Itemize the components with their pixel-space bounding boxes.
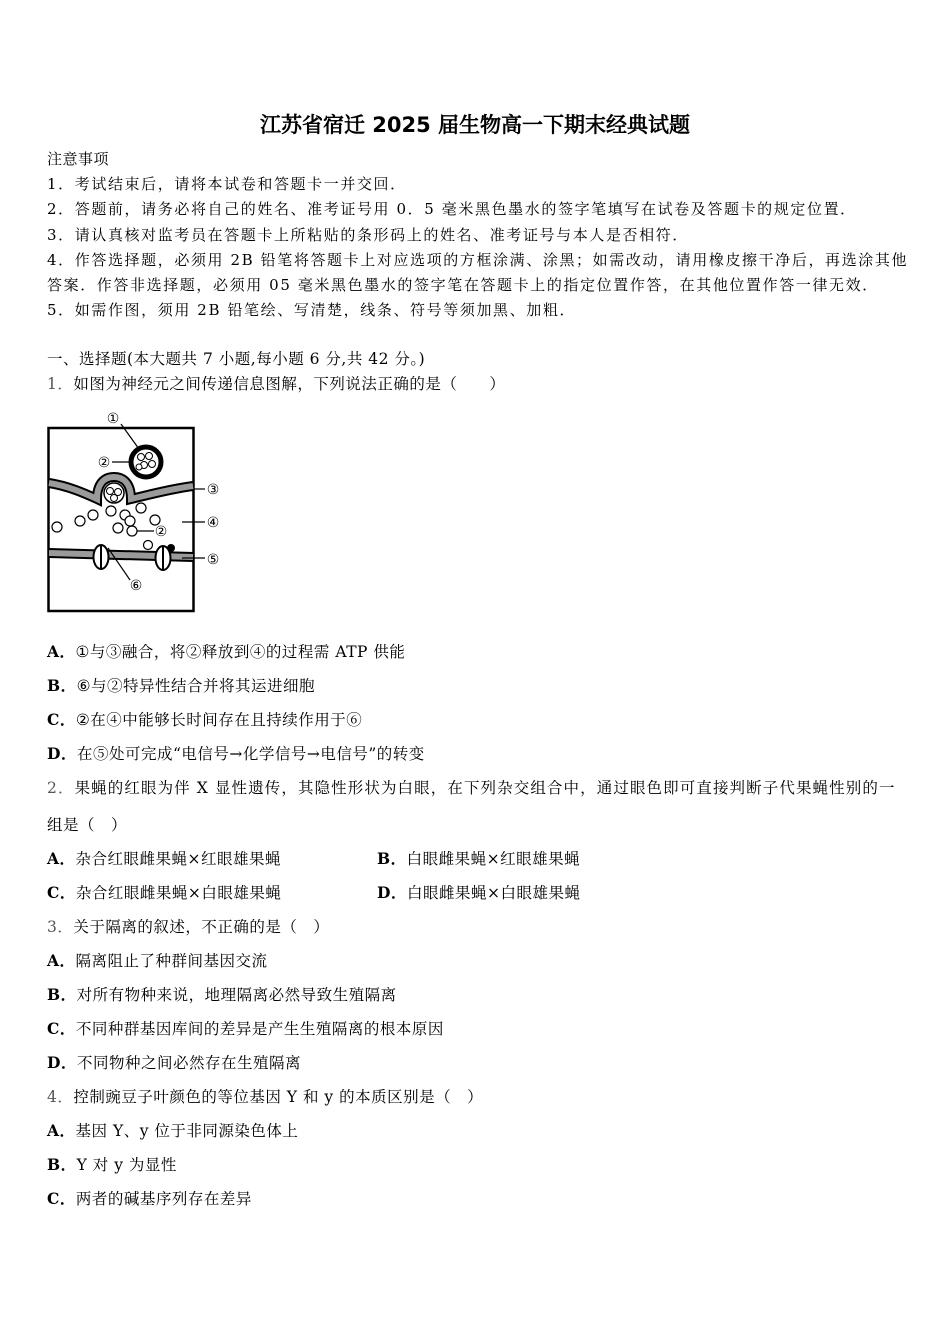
option-letter: B．	[47, 1155, 77, 1174]
question-number: 1．	[47, 375, 74, 393]
fused-vesicle	[104, 483, 124, 503]
transmitter-dot	[125, 516, 135, 526]
option-letter: C．	[47, 1189, 76, 1208]
option-text: ⑥与②特异性结合并将其运进细胞	[76, 677, 316, 695]
section-heading: 一、选择题(本大题共 7 小题,每小题 6 分,共 42 分。)	[47, 350, 426, 368]
section-choice	[47, 347, 505, 397]
option-letter: D．	[47, 1053, 77, 1072]
option-text: 白眼雌果蝇×白眼雄果蝇	[406, 884, 581, 902]
option-row	[47, 876, 896, 910]
option-3d	[47, 1046, 896, 1080]
option-1d	[47, 737, 896, 771]
notice-heading: 注意事项	[47, 150, 110, 168]
question-number: 3．	[47, 918, 74, 936]
questions-block	[47, 635, 896, 1216]
option-letter: B．	[47, 676, 77, 695]
option-row	[47, 842, 896, 876]
synapse-diagram	[40, 405, 235, 620]
option-letter: C．	[47, 1019, 76, 1038]
option-letter: D．	[47, 744, 77, 763]
option-text: ①与③融合，将②释放到④的过程需 ATP 供能	[75, 643, 406, 661]
transmitter-dot	[52, 522, 62, 532]
transmitter-dot	[146, 453, 153, 460]
transmitter-dot	[113, 523, 123, 533]
question-stem-text: 关于隔离的叙述，不正确的是（ ）	[73, 918, 330, 936]
notice-section	[47, 147, 908, 323]
label-2-top: ②	[97, 455, 111, 471]
transmitter-dot	[75, 516, 85, 526]
option-4a	[47, 1114, 896, 1148]
option-letter: B．	[47, 985, 77, 1004]
transmitter-dot	[111, 495, 118, 502]
option-1b	[47, 669, 896, 703]
notice-line: 4．作答选择题，必须用 2B 铅笔将答题卡上对应选项的方框涂满、涂黑；如需改动，请用橡皮擦干净后，再选涂其他	[47, 250, 909, 269]
question-number: 2．	[47, 779, 75, 797]
option-text: 隔离阻止了种群间基因交流	[75, 952, 268, 970]
option-4c	[47, 1182, 896, 1216]
option-text: 白眼雌果蝇×红眼雄果蝇	[406, 850, 581, 868]
option-text: 基因 Y、y 位于非同源染色体上	[75, 1122, 299, 1140]
option-text: 不同物种之间必然存在生殖隔离	[76, 1054, 301, 1072]
option-2c	[47, 876, 377, 910]
label-3: ③	[206, 482, 220, 498]
option-text: 不同种群基因库间的差异是产生生殖隔离的根本原因	[75, 1020, 444, 1038]
transmitter-dot	[107, 488, 114, 495]
option-text: Y 对 y 为显性	[76, 1156, 177, 1174]
option-text: 杂合红眼雌果蝇×红眼雄果蝇	[75, 850, 282, 868]
option-text: 杂合红眼雌果蝇×白眼雄果蝇	[75, 884, 282, 902]
diagram-frame	[49, 428, 194, 611]
transmitter-dot	[149, 461, 156, 468]
option-3b	[47, 978, 896, 1012]
option-text: 在⑤处可完成“电信号→化学信号→电信号”的转变	[76, 745, 425, 763]
option-2b	[377, 842, 707, 876]
option-letter: A．	[47, 849, 76, 868]
option-text: 对所有物种来说，地理隔离必然导致生殖隔离	[76, 986, 397, 1004]
option-1c	[47, 703, 896, 737]
option-4b	[47, 1148, 896, 1182]
option-letter: D．	[377, 883, 407, 902]
option-3c	[47, 1012, 896, 1046]
label-1: ①	[106, 411, 120, 427]
option-text: ②在④中能够长时间存在且持续作用于⑥	[75, 711, 363, 729]
option-letter: C．	[47, 710, 76, 729]
notice-line: 1．考试结束后，请将本试卷和答题卡一并交回．	[47, 175, 407, 194]
transmitter-dot	[144, 541, 153, 550]
question-2-stem	[47, 771, 896, 805]
label-6: ⑥	[129, 578, 143, 594]
transmitter-dot	[127, 526, 137, 536]
page-title: 江苏省宿迁 2025 届生物高一下期末经典试题	[259, 113, 691, 137]
transmitter-dot	[138, 454, 145, 461]
notice-line: 答案．作答非选择题，必须用 05 毫米黑色墨水的签字笔在答题卡上的指定位置作答，在其他位置作答一律无效．	[47, 276, 879, 295]
label-4: ④	[206, 515, 220, 531]
receptor-right	[156, 546, 171, 570]
option-2d	[377, 876, 707, 910]
option-letter: A．	[47, 1121, 76, 1140]
option-letter: A．	[47, 951, 76, 970]
question-stem-text: 果蝇的红眼为伴 X 显性遗传，其隐性形状为白眼，在下列杂交组合中，通过眼色即可直接判断子代果蝇性别的一	[74, 779, 896, 797]
transmitter-dot	[136, 503, 146, 513]
notice-line: 5．如需作图，须用 2B 铅笔绘、写清楚，线条、符号等须加黑、加粗．	[47, 301, 577, 320]
synaptic-vesicle	[131, 447, 161, 477]
option-1a	[47, 635, 896, 669]
question-stem-text: 如图为神经元之间传递信息图解，下列说法正确的是（ ）	[73, 375, 506, 393]
question-number: 4．	[47, 1088, 74, 1106]
option-letter: A．	[47, 642, 76, 661]
question-2-stem-continued: 组是（ ）	[47, 816, 128, 834]
option-3a	[47, 944, 896, 978]
option-2a	[47, 842, 377, 876]
option-text: 两者的碱基序列存在差异	[75, 1190, 252, 1208]
question-4-stem	[47, 1080, 896, 1114]
question-stem-text: 控制豌豆子叶颜色的等位基因 Y 和 y 的本质区别是（ ）	[73, 1088, 484, 1106]
notice-line: 3．请认真核对监考员在答题卡上所粘贴的条形码上的姓名、准考证号与本人是否相符．	[47, 225, 689, 244]
transmitter-dot	[106, 506, 116, 516]
label-2-cleft: ②	[154, 524, 168, 540]
transmitter-dot	[136, 464, 142, 470]
option-letter: C．	[47, 883, 76, 902]
option-letter: B．	[377, 849, 407, 868]
question-3-stem	[47, 910, 896, 944]
transmitter-dot	[88, 510, 98, 520]
label-5: ⑤	[206, 552, 220, 568]
question-1-stem	[47, 372, 505, 397]
notice-line: 2．答题前，请务必将自己的姓名、准考证号用 0．5 毫米黑色墨水的签字笔填写在试卷及答题卡的规定位置．	[47, 200, 857, 219]
receptor-left	[94, 545, 109, 569]
